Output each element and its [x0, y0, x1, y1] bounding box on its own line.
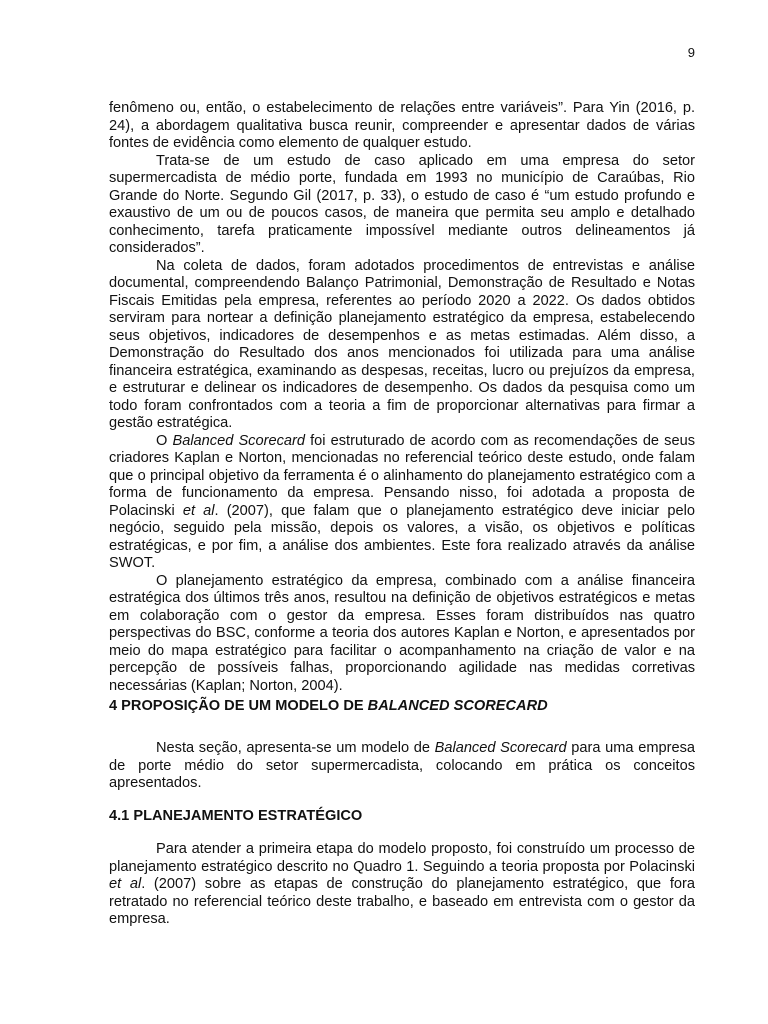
subsection-heading-4-1: 4.1 PLANEJAMENTO ESTRATÉGICO: [109, 808, 363, 824]
heading-italic: BALANCED SCORECARD: [367, 698, 548, 714]
paragraph-strategic-planning: O planejamento estratégico da empresa, combinado com a análise financeira estratégica dos últimos três anos, resultou na definição de objetivos estratégicos e metas em colaboração com o gestor da empresa. Esses foram distribuídos nas quatro perspectivas do BSC, conforme a teoria dos autores Kaplan e Norton, e apresentados por meio do mapa estratégico para facilitar o acompanhamento na criação de valor e na percepção de possíveis falhas, proporcionando agilidade nas medidas corretivas necessárias (Kaplan; Norton, 2004).: [109, 572, 695, 694]
text-run: O: [156, 432, 173, 449]
paragraph-bsc-structure: [109, 433, 695, 573]
paragraph-data-collection: Na coleta de dados, foram adotados procedimentos de entrevistas e análise documental, compreendendo Balanço Patrimonial, Demonstração de Resultado e Notas Fiscais Emitidas pela empresa, referentes ao período 2020 a 2022. Os dados obtidos serviram para nortear a definição planejamento estratégico da empresa, estabelecendo seus objetivos, indicadores de desempenhos e as metas estimadas. Além disso, a Demonstração do Resultado dos anos mencionados foi utilizada para uma análise financeira estratégica, examinando as despesas, receitas, lucro ou prejuízos da empresa, e estruturar e delinear os indicadores de desempenho. Os dados da pesquisa como um todo foram confrontados com a teoria a fim de proporcionar alternativas para firmar a gestão estratégica.: [109, 257, 695, 431]
text-run: . (2007), que falam que o planejamento estratégico deve iniciar pelo negócio, seguido pela missão, depois os valores, a visão, os objetivos e políticas estratégicas, e por fim, a análise dos ambientes. Este fora realizado através da análise SWOT.: [109, 502, 695, 571]
paragraph-section-intro: [109, 740, 695, 793]
italic-term: Balanced Scorecard: [172, 432, 305, 449]
section-heading-4: [109, 698, 548, 716]
heading-text: 4 PROPOSIÇÃO DE UM MODELO DE: [109, 698, 368, 714]
italic-term: et al: [182, 502, 215, 519]
page-number: 9: [687, 45, 695, 60]
section-4-1-text: [109, 841, 695, 929]
text-run: para uma empresa de porte médio do setor supermercadista, colocando em prática os conceitos apresentados.: [109, 740, 695, 791]
text-run: Nesta seção, apresenta-se um modelo de: [156, 740, 435, 756]
text-run: . (2007) sobre as etapas de construção do planejamento estratégico, que fora retratado no referencial teórico deste trabalho, e baseado em entrevista com o gestor da empresa.: [109, 876, 695, 927]
text-run: Para atender a primeira etapa do modelo proposto, foi construído um processo de planejamento estratégico descrito no Quadro 1. Seguindo a teoria proposta por Polacinski: [109, 841, 695, 875]
italic-term: Balanced Scorecard: [434, 740, 567, 756]
section-4-text: [109, 740, 695, 793]
italic-term: et al: [109, 876, 142, 892]
paragraph-case-study: Trata-se de um estudo de caso aplicado em uma empresa do setor supermercadista de médio porte, fundada em 1993 no município de Caraúbas, Rio Grande do Norte. Segundo Gil (2017, p. 33), o estudo de caso é “um estudo profundo e exaustivo de um ou de poucos casos, de maneira que permita seu amplo e detalhado conhecimento, tarefa praticamente impossível mediante outros delineamentos já considerados”.: [109, 152, 695, 256]
paragraph-planning-process: [109, 841, 695, 929]
text-run: foi estruturado de acordo com as recomendações de seus criadores Kaplan e Norton, mencionadas no referencial teórico deste estudo, onde falam que o principal objetivo da ferramenta é o alinhamento do planejamento estratégico com a forma de funcionamento da empresa. Pensando nisso, foi adotada a proposta de Polacinski: [109, 432, 695, 519]
methodology-text: [109, 100, 695, 695]
paragraph-continuation: fenômeno ou, então, o estabelecimento de relações entre variáveis”. Para Yin (2016, p. 24), a abordagem qualitativa busca reunir, compreender e apresentar dados de várias fontes de evidência como elemento de qualquer estudo.: [109, 100, 695, 151]
